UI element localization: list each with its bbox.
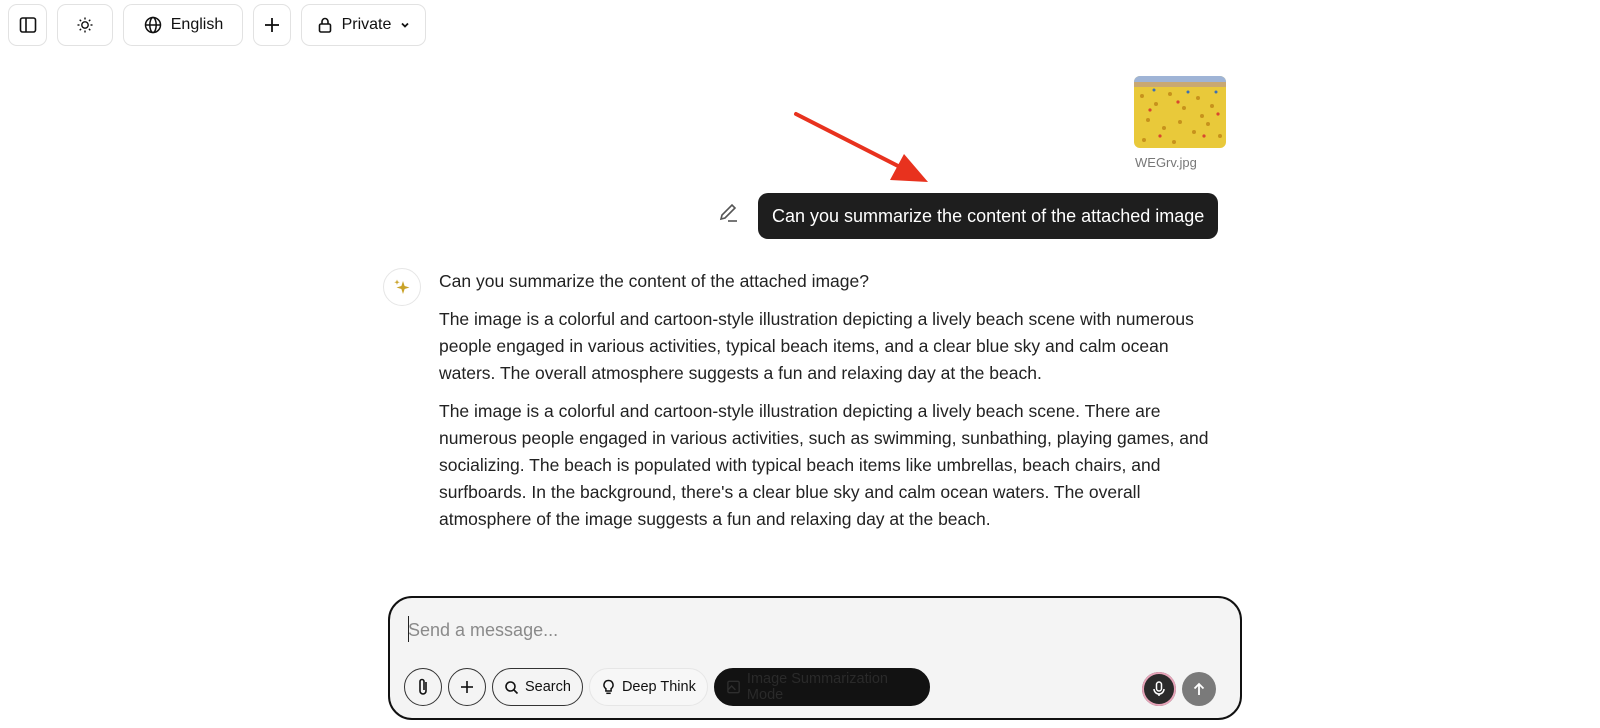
arrow-up-icon [1191,681,1207,697]
add-tool-button[interactable] [448,668,486,706]
plus-icon [459,679,475,695]
lightbulb-icon [601,679,616,695]
plus-icon [262,15,282,35]
user-message-bubble [758,193,1218,239]
user-message-text: Can you summarize the content of the attached image [772,205,1205,226]
annotation-arrow [790,108,940,188]
assistant-paragraph: The image is a colorful and cartoon-style illustration depicting a lively beach scene with numerous people engaged in various activities, typical beach items, and a clear blue sky and calm ocean waters. The overall atmosphere suggests a fun and relaxing day at the beach. [439,309,1194,383]
top-toolbar [8,4,426,46]
deep-think-button[interactable] [589,668,708,706]
composer-tools [404,668,930,706]
assistant-avatar [383,268,421,306]
theme-toggle-button[interactable] [57,4,113,46]
language-selector[interactable] [123,4,243,46]
search-label: Search [525,679,571,695]
send-button[interactable] [1182,672,1216,706]
voice-input-button[interactable] [1142,672,1176,706]
search-icon [504,680,519,695]
sparkle-icon [392,277,412,297]
image-summarization-mode-button[interactable] [714,668,930,706]
assistant-paragraph: The image is a colorful and cartoon-style illustration depicting a lively beach scene. There are numerous people engaged in various activities, such as swimming, sunbathing, playing games, and socializing. The beach is populated with typical beach items like umbrellas, beach chairs, and surfboards. In the background, there's a clear blue sky and calm ocean waters. The overall atmosphere of the image suggests a fun and relaxing day at the beach. [439,401,1209,529]
attach-button[interactable] [404,668,442,706]
pencil-icon [716,200,742,226]
deep-think-label: Deep Think [621,679,696,695]
assistant-message [439,268,1229,544]
attachment-thumbnail [1134,76,1226,148]
chevron-down-icon [399,19,411,31]
attachment-filename: WEGrv.jpg [1135,155,1197,170]
globe-icon [143,15,163,35]
lock-icon [316,16,334,34]
mode-label: Image Summarization Mode [746,671,888,703]
image-attachment[interactable] [1134,76,1226,170]
message-composer [388,596,1242,720]
new-chat-button[interactable] [253,4,291,46]
search-button[interactable] [492,668,583,706]
language-label: English [170,16,224,33]
edit-message-button[interactable] [716,200,742,226]
sidebar-toggle-button[interactable] [8,4,47,46]
visibility-label: Private [341,16,392,33]
paperclip-icon [414,677,432,697]
visibility-selector[interactable] [301,4,426,46]
text-caret [408,616,409,642]
microphone-icon [1151,680,1167,698]
image-icon [726,679,741,695]
assistant-paragraph: Can you summarize the content of the attached image? [439,271,869,291]
message-input[interactable] [408,616,1108,644]
sun-icon [75,15,95,35]
sidebar-icon [18,15,38,35]
